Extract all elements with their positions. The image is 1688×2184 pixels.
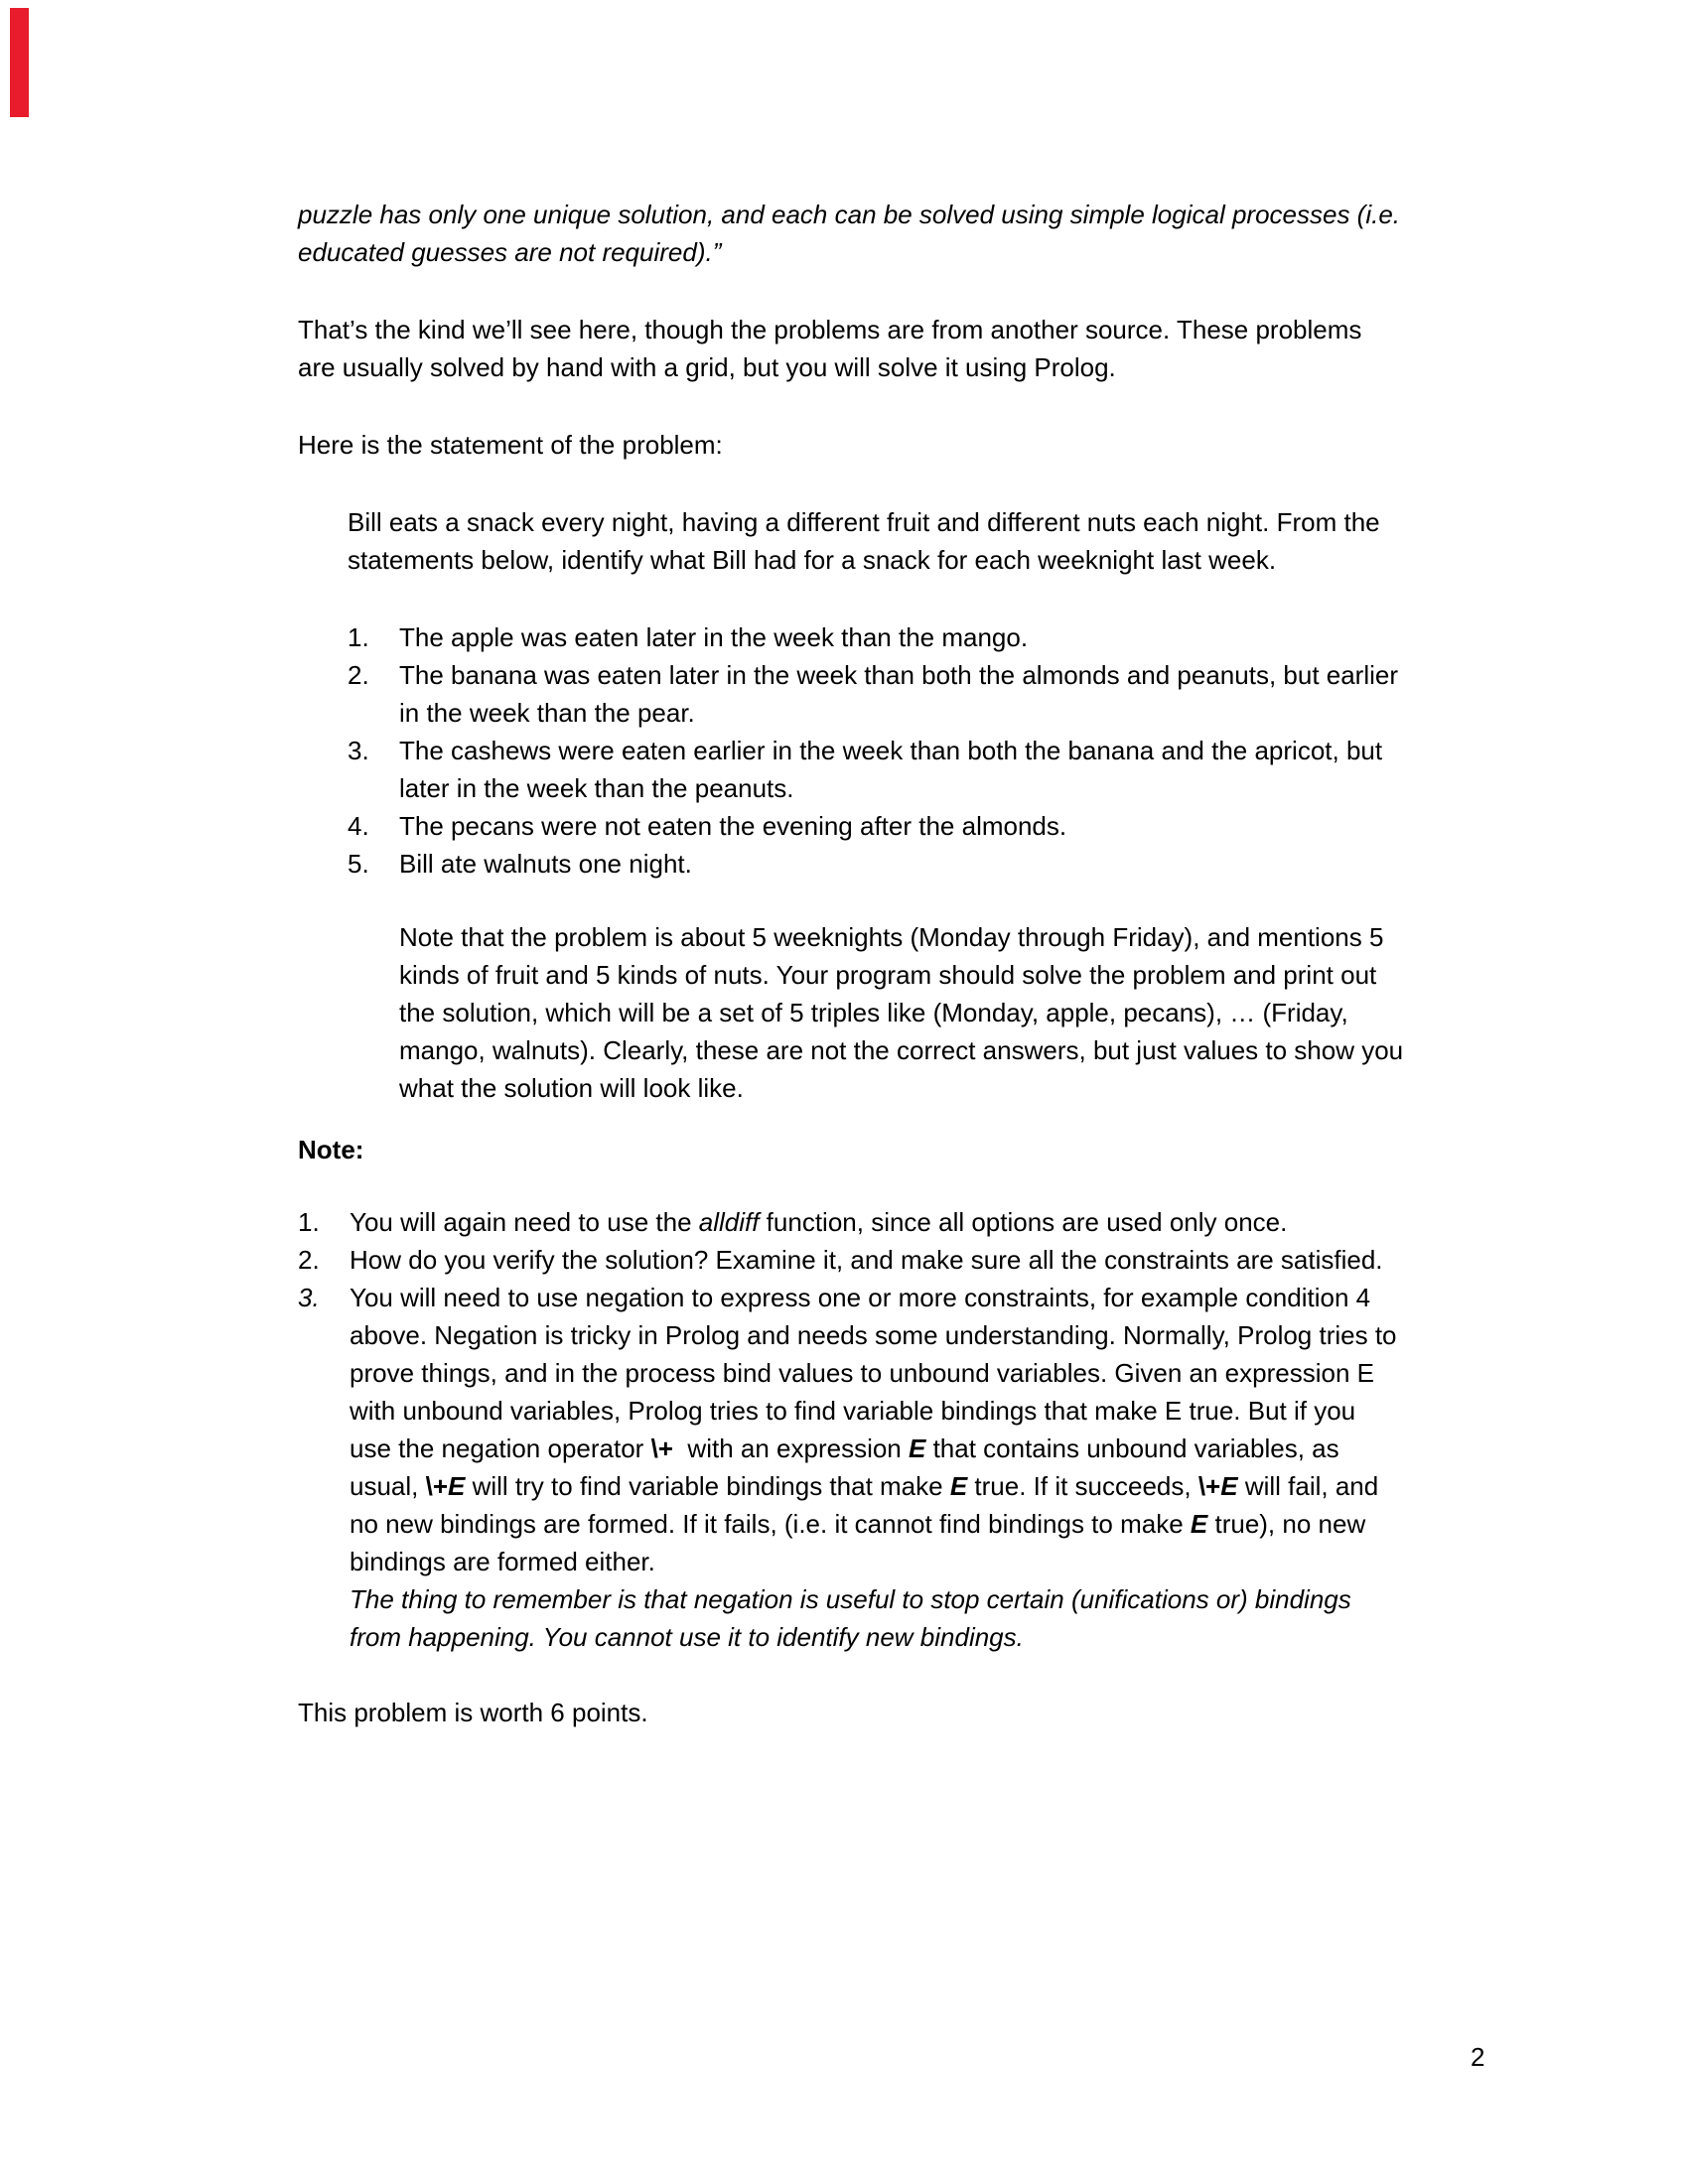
clue-text: The pecans were not eaten the evening after the almonds.	[399, 811, 1067, 841]
note-text: You will again need to use the alldiff function, since all options are used only once.	[350, 1207, 1288, 1237]
note-paragraph: Note that the problem is about 5 weeknights (Monday through Friday), and mentions 5 kinds of fruit and 5 kinds of nuts. Your program should solve the problem and print out the solution, which will be a set of 5 triples like (Monday, apple, pecans), … (Friday, mango, walnuts). Clearly, these are not the correct answers, but just values to show you what the solution will look like.	[399, 922, 1404, 1103]
red-marker	[10, 8, 29, 117]
clue-number: 2.	[348, 660, 369, 690]
note-item	[298, 1279, 1484, 1656]
clue-number: 3.	[348, 736, 369, 765]
clue-item	[348, 618, 1484, 656]
note-text: How do you verify the solution? Examine it, and make sure all the constraints are satisfied.	[350, 1245, 1383, 1275]
clue-item	[348, 732, 1484, 807]
clue-text: The apple was eaten later in the week than the mango.	[399, 622, 1029, 652]
note-text: You will need to use negation to express one or more constraints, for example condition 4 above. Negation is tricky in Prolog and needs some understanding. Normally, Prolog tries to prove things, and in the process bind values to unbound variables. Given an expression E with unbound variables, Prolog tries to find variable bindings that make E true. But if you use the negation operator \+ with an expression E that contains unbound variables, as usual, \+E will try to find variable bindings that make E true. If it succeeds, \+E will fail, and no new bindings are formed. If it fails, (i.e. it cannot find bindings to make E true), no new bindings are formed either. The thing to remember is that negation is useful to stop certain (unifications or) bindings from happening. You cannot use it to identify new bindings.	[350, 1283, 1397, 1652]
note-number: 2.	[298, 1245, 320, 1275]
clue-number: 4.	[348, 811, 369, 841]
intro-paragraph: That’s the kind we’ll see here, though the problems are from another source. These problems are usually solved by hand with a grid, but you will solve it using Prolog.	[298, 315, 1362, 382]
clue-list	[348, 618, 1484, 883]
notes-list	[298, 1203, 1484, 1656]
clue-item	[348, 845, 1484, 883]
closing-line: This problem is worth 6 points.	[298, 1698, 648, 1727]
page-content	[298, 196, 1484, 1731]
clue-item	[348, 656, 1484, 732]
note-item	[298, 1203, 1484, 1241]
problem-statement: Bill eats a snack every night, having a different fruit and different nuts each night. From the statements below, identify what Bill had for a snack for each weeknight last week.	[348, 507, 1380, 575]
page-number: 2	[1471, 2042, 1485, 2072]
clue-number: 5.	[348, 849, 369, 879]
note-number: 1.	[298, 1207, 320, 1237]
clue-text: The banana was eaten later in the week than both the almonds and peanuts, but earlier in the week than the pear.	[399, 660, 1399, 728]
note-item	[298, 1241, 1484, 1279]
clue-item	[348, 807, 1484, 845]
statement-lead: Here is the statement of the problem:	[298, 430, 723, 460]
note-heading: Note:	[298, 1135, 364, 1164]
note-number: 3.	[298, 1283, 320, 1312]
clue-text: Bill ate walnuts one night.	[399, 849, 692, 879]
clue-text: The cashews were eaten earlier in the week than both the banana and the apricot, but later in the week than the peanuts.	[399, 736, 1383, 803]
clue-number: 1.	[348, 622, 369, 652]
quote-paragraph: puzzle has only one unique solution, and each can be solved using simple logical processes (i.e. educated guesses are not required).”	[298, 200, 1401, 267]
